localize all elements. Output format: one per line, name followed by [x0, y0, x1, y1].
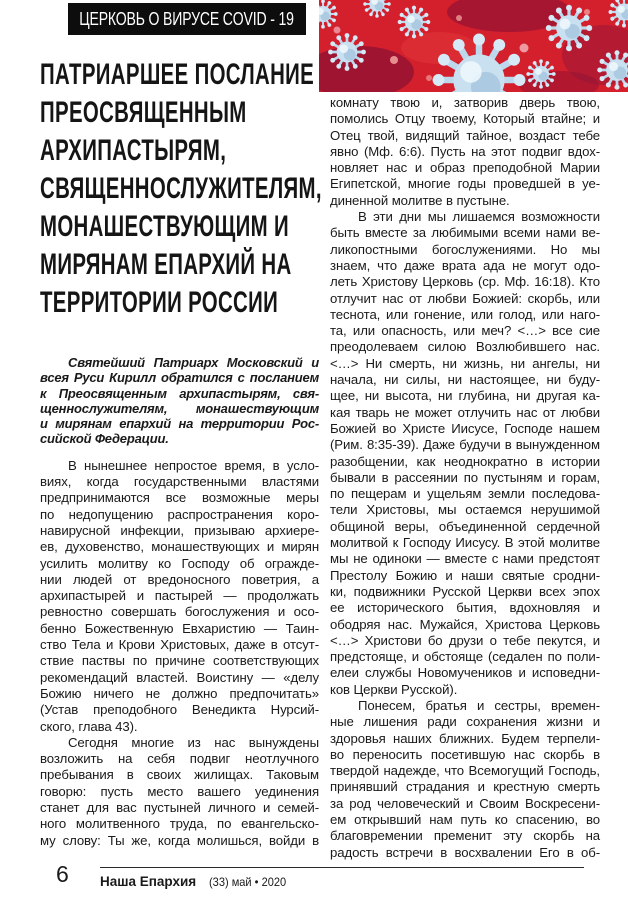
text-line: предпринимаются все возможные меры: [40, 490, 319, 506]
body-paragraph: [330, 209, 600, 698]
text-line: за род человеческий и Своим Воскресени-: [330, 795, 600, 811]
text-line: ствие паствы по причине соответствующих: [40, 653, 319, 669]
text-line: нии людей от вредоносного поветрия, а: [40, 571, 319, 587]
text-line: навирусной инфекции, призываю архиере-: [40, 522, 319, 538]
text-line: явно (Мф. 6:6). Пусть на этот подвиг вдох-: [330, 143, 600, 159]
text-line: Сегодня многие из нас вынуждены: [68, 734, 319, 750]
right-paragraphs-slot: [330, 95, 600, 861]
text-line: архипастырей и пастырей — продолжать: [40, 588, 319, 604]
text-line: ского, глава 43).: [40, 718, 138, 734]
text-line: всея Руси Кирилл обратился с посланием: [40, 370, 319, 386]
text-line: <…> Христови бо друзи о тебе пекутся, и: [330, 632, 600, 648]
title-line: АРХИПАСТЫРЯМ,: [40, 134, 227, 167]
title-line: ТЕРРИТОРИИ РОССИИ: [40, 286, 279, 319]
section-tag: [68, 3, 306, 35]
footer-rule: [100, 867, 584, 868]
text-line: и мирянам епархий на территории Рос-: [40, 416, 319, 432]
text-line: станет для вас пустыней личного и семей-: [40, 800, 319, 816]
body-paragraph: [330, 95, 600, 209]
text-line: здоровья наших ближних. Будем терпели-: [330, 730, 600, 746]
text-line: кая тварь не может отлучить нас от любви: [330, 404, 600, 420]
title-line: ПРЕОСВЯЩЕННЫМ: [40, 96, 247, 129]
text-line: молитвой к Господу Иисусу. В этой молитве: [330, 535, 600, 551]
text-line: бывали в рассеянии по пустыням и горам,: [330, 469, 600, 485]
right-column: [330, 95, 600, 861]
text-line: елеи службы Новомучеников и исповедни-: [330, 665, 600, 681]
text-line: по недопущению распространения коро-: [40, 506, 319, 522]
text-line: В нынешнее непростое время, в усло-: [68, 457, 319, 473]
title-line: ПАТРИАРШЕЕ ПОСЛАНИЕ: [40, 58, 315, 91]
text-line: (Рим. 8:35-39). Даже будучи в вынужденном: [330, 437, 600, 453]
text-line: ободряя нас. Мужайся, Христова Церковь: [330, 616, 600, 632]
text-line: Отец твой, видящий тайное, воздаст тебе: [330, 127, 600, 143]
text-line: леть Христову Церковь (ср. Мф. 16:18). Кто: [330, 274, 600, 290]
text-line: во переносить посетившую нас скорбь в: [330, 746, 600, 762]
text-line: ее исторического бытия, вдохновляя и: [330, 600, 600, 616]
text-line: Божию ничего не должно предпочитать»: [40, 685, 319, 701]
text-line: щеннослужителям, монашествующим: [40, 400, 319, 416]
text-line: общиной веры, объединенной сердечной: [330, 518, 600, 534]
text-line: рекомендаций властей. Воистину — «делу: [40, 669, 319, 685]
coronavirus-illustration: [319, 0, 628, 92]
text-line: тели Христовы, мы остаемся нерушимой: [330, 502, 600, 518]
text-line: благовремении пременит эту скорбь на: [330, 828, 600, 844]
text-line: диненной молитве в пустыне.: [330, 192, 510, 208]
footer-journal-line: [100, 874, 293, 889]
left-column: [40, 56, 322, 849]
text-line: Святейший Патриарх Московский и: [68, 355, 319, 370]
text-line: ков Церкви Русской).: [330, 681, 458, 697]
journal-name: Наша Епархия: [100, 874, 197, 889]
text-line: Престолу Божию и наши святые сродни-: [330, 567, 600, 583]
text-line: щее, ни высота, ни глубина, ни другая ка-: [330, 388, 600, 404]
text-line: Божией во Христе Иисусе, Господе нашем: [330, 420, 600, 436]
left-paragraphs-slot: [40, 458, 319, 849]
text-line: му слову: Ты же, когда молишься, войди в: [40, 832, 319, 848]
text-line: отлучит нас от любви Божией: скорбь, или: [330, 290, 600, 306]
text-line: радость встречи в восхвалении Его в об-: [330, 844, 600, 860]
text-line: твердой надежде, что Всемогущий Господь,: [330, 763, 600, 779]
page-number: 6: [56, 861, 69, 887]
text-line: ство Тела и Крови Христовых, даже в отсут-: [40, 637, 319, 653]
article-title: [40, 56, 321, 322]
text-line: быть вместе за любимыми всеми нами ве-: [330, 225, 600, 241]
text-line: усилить молитву ко Господу об огражде-: [40, 555, 319, 571]
text-line: бенно Божественную Евхаристию — Таин-: [40, 620, 319, 636]
text-line: ного молитвенного труда, по евангельско-: [40, 816, 319, 832]
text-line: начала, ни силы, ни настоящее, ни буду-: [330, 372, 600, 388]
title-line: МОНАШЕСТВУЮЩИМ И: [40, 210, 290, 243]
text-line: мы не одиноки — вместе с нами предстоят: [330, 551, 600, 567]
text-line: теснота, или гонение, или голод, или наго-: [330, 306, 600, 322]
coronavirus-image: [319, 0, 628, 92]
text-line: ликопостными богослужениями. Но мы: [330, 241, 600, 257]
text-line: по пещерам и ущельям земли последова-: [330, 486, 600, 502]
title-line: МИРЯНАМ ЕПАРХИЙ НА: [40, 248, 292, 281]
body-paragraph: [40, 458, 319, 735]
text-line: комнату твою и, затворив дверь твою,: [330, 95, 600, 110]
body-paragraph: [40, 735, 319, 849]
text-line: пребывания в своих жилищах. Таковым: [40, 767, 319, 783]
text-line: <…> Ни смерть, ни жизнь, ни ангелы, ни: [330, 355, 600, 371]
text-line: та, или опасность, или меч? <…> все сие: [330, 323, 600, 339]
section-tag-label: ЦЕРКОВЬ О ВИРУСЕ COVID - 19: [79, 8, 295, 29]
issue-info: (33) май • 2020: [209, 875, 287, 889]
lead-paragraph-slot: [40, 355, 319, 447]
text-line: В эти дни мы лишаемся возможности: [358, 209, 600, 225]
text-line: принявший страдания и крестную смерть: [330, 779, 600, 795]
text-line: возложить на себя подвиг неотлучного: [40, 751, 319, 767]
text-line: сийской Федерации.: [40, 431, 169, 447]
text-line: ревностно совершать богослужения и осо-: [40, 604, 319, 620]
title-line: СВЯЩЕННОСЛУЖИТЕЛЯМ,: [40, 172, 322, 205]
text-line: ные лишения ради сохранения жизни и: [330, 714, 600, 730]
body-paragraph: [330, 698, 600, 861]
text-line: ем открывший нам путь ко спасению, во: [330, 812, 600, 828]
text-line: новляет нас и образ преподобной Марии: [330, 160, 600, 176]
text-line: предстояще, и обстояще (седален по поли-: [330, 649, 600, 665]
text-line: разобщении, как неоднократно в истории: [330, 453, 600, 469]
text-line: Египетской, многие годы проведшей в уе-: [330, 176, 600, 192]
text-line: Понесем, братья и сестры, времен-: [358, 697, 600, 713]
text-line: помолись Отцу твоему, Который втайне; и: [330, 111, 600, 127]
lead-paragraph: [40, 355, 319, 447]
text-line: ки, подвижники Русской Церкви всех эпох: [330, 583, 600, 599]
text-line: виях, когда государственными властями: [40, 474, 319, 490]
text-line: знаем, что даже врата ада не могут одо-: [330, 257, 600, 273]
text-line: к Преосвященным архипастырям, свя-: [40, 385, 319, 401]
text-line: ев, духовенство, монашествующих и мирян: [40, 539, 319, 555]
text-line: говорю: пусть место вашего уединения: [40, 783, 319, 799]
text-line: (Устав преподобного Венедикта Нурсий-: [40, 702, 319, 718]
text-line: преодолеваем силою Возлюбившего нас.: [330, 339, 600, 355]
